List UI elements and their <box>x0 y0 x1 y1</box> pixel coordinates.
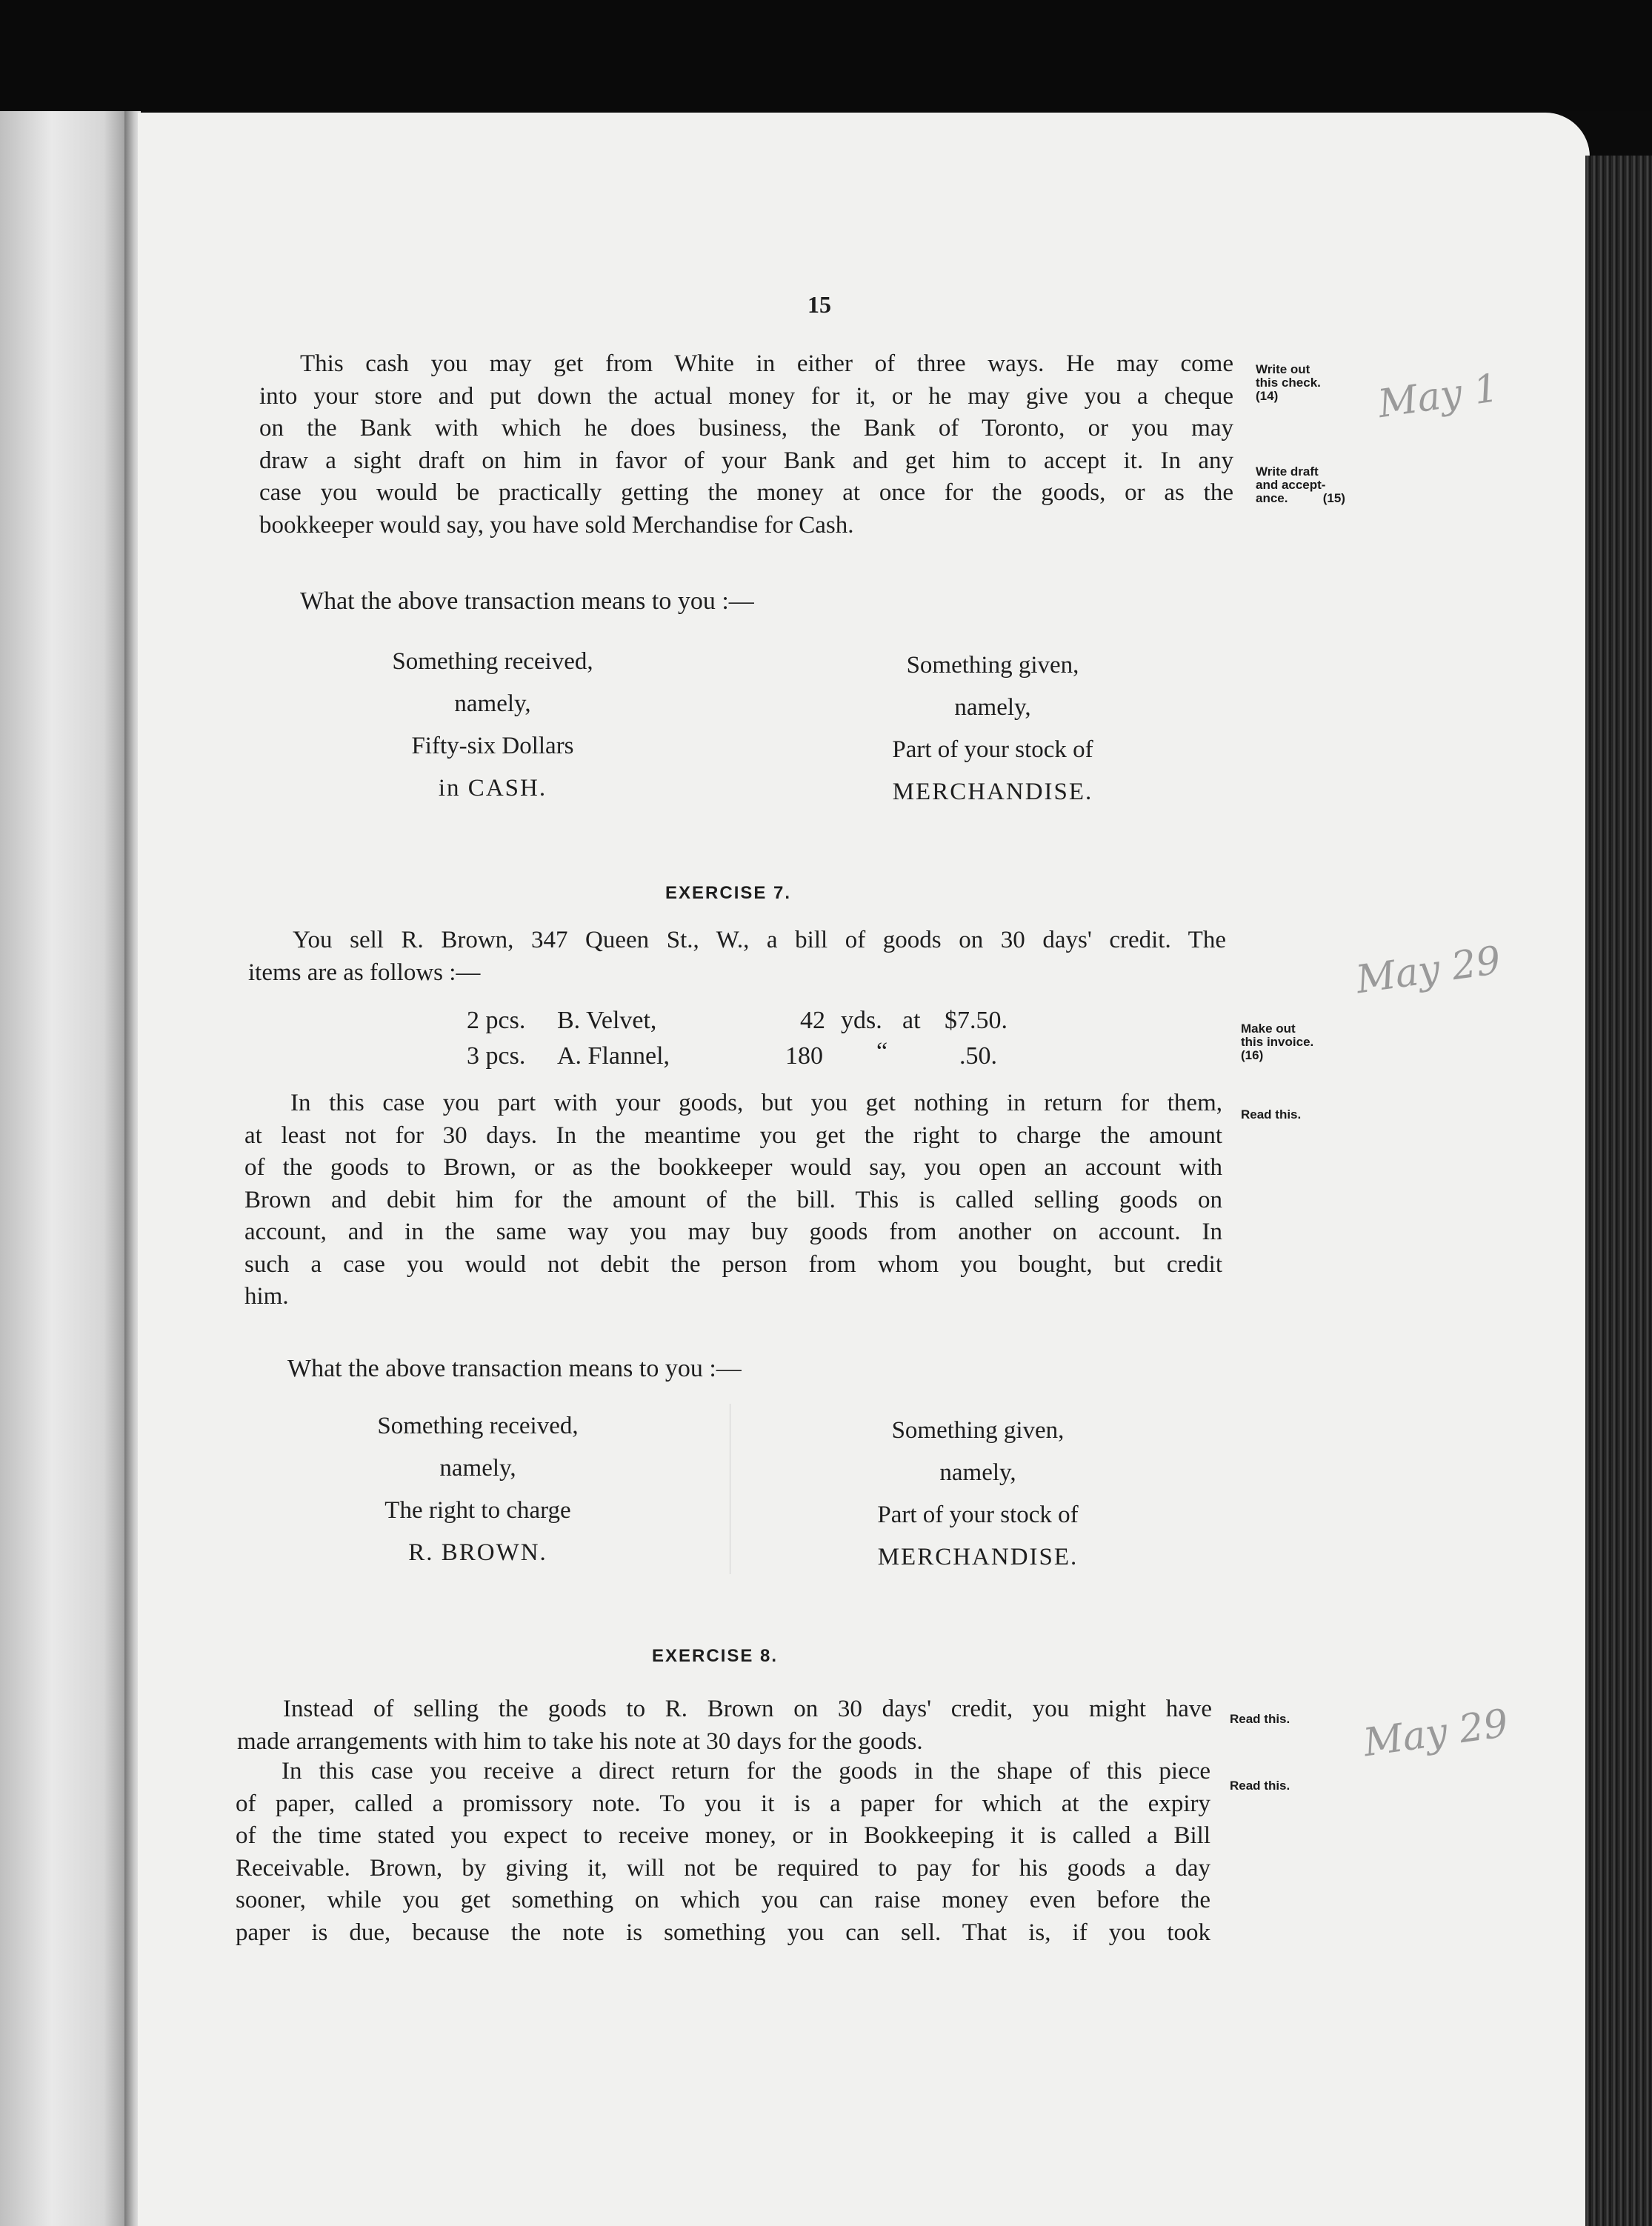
text-line: of the goods to Brown, or as the bookkeeper would say, you open an account with <box>244 1154 1222 1181</box>
margin-note-write-draft: Write draft and accept- ance. (15) <box>1256 464 1345 505</box>
transaction-intro: What the above transaction means to you :— <box>287 1355 742 1382</box>
handwritten-date: May 29 <box>1353 938 1504 1003</box>
text-line: Instead of selling the goods to R. Brown on 30 days' credit, you might have <box>283 1696 1212 1722</box>
item-qty: 2 pcs. <box>467 1007 526 1034</box>
margin-note-read-this: Read this. <box>1241 1107 1302 1122</box>
text-line: of paper, called a promissory note. To you it is a paper for which at the expiry <box>236 1790 1210 1817</box>
page-stack-edge <box>1585 156 1652 2226</box>
transaction-intro: What the above transaction means to you :— <box>300 587 754 615</box>
scan-top-border <box>0 0 1652 111</box>
exercise-8-para-1 <box>237 1693 1212 1758</box>
something-received-column <box>304 1405 652 1574</box>
text-line: In this case you part with your goods, but you get nothing in return for them, <box>290 1090 1222 1116</box>
something-given-column <box>807 644 1178 813</box>
text-line: Something received, <box>377 1413 579 1439</box>
text-line: sooner, while you get something on which you can raise money even before the <box>236 1887 1210 1913</box>
item-unit: yds. <box>841 1007 882 1034</box>
text-line: You sell R. Brown, 347 Queen St., W., a bill of goods on 30 days' credit. The <box>293 927 1226 953</box>
text-line: him. <box>244 1283 289 1310</box>
text-line: in CASH. <box>438 775 547 802</box>
handwritten-date: May 1 <box>1375 365 1502 427</box>
margin-note-make-invoice: Make out this invoice. (16) <box>1241 1022 1314 1062</box>
exercise-8-para-2 <box>236 1756 1210 1949</box>
text-line: Something given, <box>891 1417 1065 1444</box>
text-line: Something received, <box>392 648 593 675</box>
item-qty: 3 pcs. <box>467 1042 526 1070</box>
text-line: This cash you may get from White in either of three ways. He may come <box>300 350 1233 377</box>
text-line: items are as follows :— <box>248 959 481 986</box>
exercise-7-intro <box>248 924 1226 989</box>
text-line: namely, <box>954 694 1031 721</box>
text-line: paper is due, because the note is something you can sell. That is, if you took <box>236 1919 1210 1946</box>
margin-note-write-check: Write out this check. (14) <box>1256 362 1321 403</box>
something-given-column <box>793 1410 1163 1579</box>
text-line: Part of your stock of <box>877 1502 1079 1528</box>
item-amount: 180 <box>785 1042 823 1070</box>
text-line: of the time stated you expect to receive money, or in Bookkeeping it is called a Bill <box>236 1822 1210 1849</box>
text-line: Receivable. Brown, by giving it, will not be required to pay for his goods a day <box>236 1854 1210 1882</box>
paragraph-cash-ways <box>259 348 1233 541</box>
text-line: draw a sight draft on him in favor of your Bank and get him to accept it. In any <box>259 447 1233 474</box>
something-received-column <box>319 641 667 810</box>
text-line: into your store and put down the actual money for it, or he may give you a cheque <box>259 382 1233 410</box>
text-line: Brown and debit him for the amount of the bill. This is called selling goods on <box>244 1186 1222 1213</box>
margin-note-read-this: Read this. <box>1230 1779 1290 1793</box>
exercise-7-heading: EXERCISE 7. <box>665 883 792 903</box>
text-line: bookkeeper would say, you have sold Merchandise for Cash. <box>259 511 854 539</box>
item-at: at <box>902 1007 921 1034</box>
exercise-8-heading: EXERCISE 8. <box>652 1646 779 1666</box>
text-line: MERCHANDISE. <box>877 1544 1079 1570</box>
text-line: Something given, <box>906 652 1079 679</box>
text-line: account, and in the same way you may buy goods from another on account. In <box>244 1219 1222 1245</box>
text-line: namely, <box>439 1455 516 1482</box>
page-number: 15 <box>807 291 831 318</box>
item-name: B. Velvet, <box>557 1007 657 1034</box>
item-price: .50. <box>959 1042 997 1070</box>
text-line: The right to charge <box>384 1497 571 1524</box>
text-line: Fifty-six Dollars <box>411 733 574 759</box>
text-line: In this case you receive a direct return for the goods in the shape of this piece <box>282 1758 1210 1785</box>
text-line: Part of your stock of <box>892 736 1093 763</box>
text-line: namely, <box>939 1459 1016 1486</box>
handwritten-date: May 29 <box>1360 1701 1511 1766</box>
text-line: R. BROWN. <box>408 1539 547 1566</box>
facing-page-edge <box>0 111 130 2226</box>
item-unit: “ <box>876 1038 888 1065</box>
margin-note-read-this: Read this. <box>1230 1712 1290 1726</box>
item-amount: 42 <box>800 1007 825 1034</box>
text-line: on the Bank with which he does business, the Bank of Toronto, or you may <box>259 415 1233 441</box>
text-line: MERCHANDISE. <box>892 779 1093 805</box>
item-price: $7.50. <box>945 1007 1007 1034</box>
text-line: at least not for 30 days. In the meantime you get the right to charge the amount <box>244 1122 1222 1149</box>
item-name: A. Flannel, <box>557 1042 670 1070</box>
exercise-7-body <box>244 1087 1222 1313</box>
text-line: namely, <box>454 690 531 717</box>
text-line: such a case you would not debit the person from whom you bought, but credit <box>244 1250 1222 1278</box>
text-line: made arrangements with him to take his note at 30 days for the goods. <box>237 1727 923 1755</box>
text-line: case you would be practically getting the money at once for the goods, or as the <box>259 479 1233 506</box>
